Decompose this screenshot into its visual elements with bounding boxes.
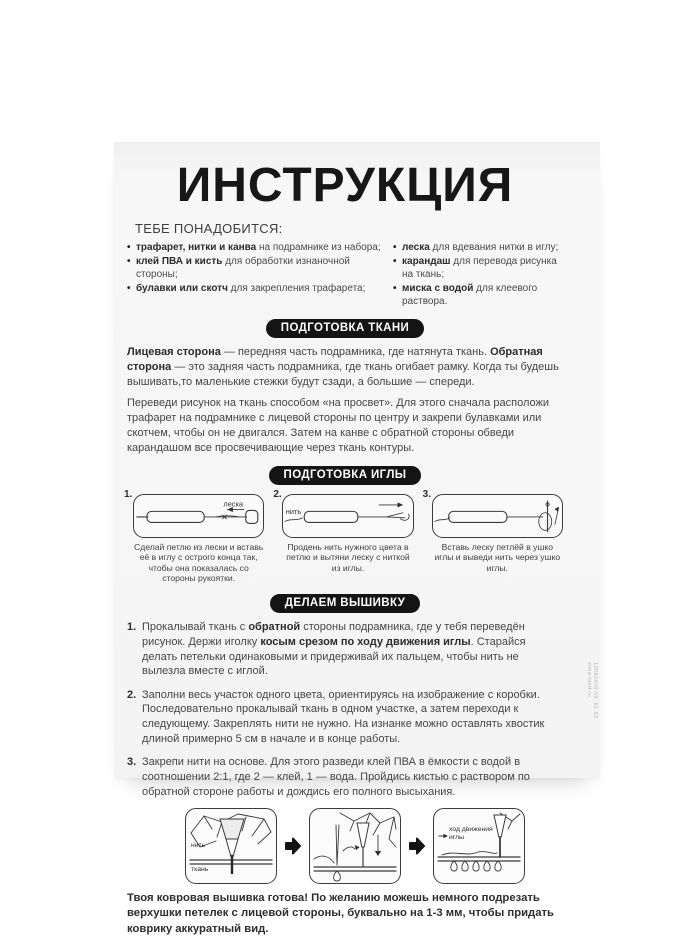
side-note <box>586 662 598 729</box>
svg-text:леска: леска <box>223 498 244 508</box>
needle-diagram-1 <box>133 494 264 538</box>
figure-number: 3. <box>422 488 431 500</box>
needle-direction-label: ход движения иглы <box>449 826 493 841</box>
sheet-content <box>114 142 600 937</box>
needs-list-left <box>127 241 393 309</box>
step-text: Заполни весь участок одного цвета, ориентируясь на изображение с коробки. Последовательно прокалывай ткань в одном участке, а затем переходи к следующему. Закреплять нити не нужно. На изнанке можно оставлять хвостик длиной примерно 5 см в начале и в конце работы. <box>142 688 545 745</box>
needle-figures-row <box>124 488 563 584</box>
panel-pull-and-move <box>309 808 401 884</box>
punch-needle-with-line-icon <box>134 495 263 537</box>
closing-paragraph: Твоя ковровая вышивка готова! По желанию можешь немного подрезать верхушки петелек с лицевой стороны, буквально на 1-3 мм, чтобы придать коврику аккуратный вид. <box>127 892 554 935</box>
list-item: • булавки или скотч для закрепления трафарета; <box>127 282 393 296</box>
needle-diagram-2 <box>282 494 413 538</box>
arrow-right-icon <box>409 836 425 856</box>
section-badge-embroidery: ДЕЛАЕМ ВЫШИВКУ <box>270 594 420 613</box>
step-number: 3. <box>127 756 137 769</box>
needs-heading: ТЕБЕ ПОНАДОБИТСЯ: <box>135 221 283 236</box>
step-2 <box>127 688 563 747</box>
loops-row-icon <box>434 809 524 883</box>
panel-punch-through-fabric <box>185 808 277 884</box>
loop-through-eye-icon <box>433 495 562 537</box>
arrow-right-icon <box>285 836 301 856</box>
page-title: ИНСТРУКЦИЯ <box>176 159 514 212</box>
thread-label: нить <box>191 842 206 850</box>
step-number: 2. <box>127 688 137 701</box>
step-1 <box>127 620 563 679</box>
fabric-paragraph-2: Переведи рисунок на ткань способом «на просвет». Для этого сначала расположи трафарет на подрамнике с лицевой стороны по центру и закрепи булавками или скотчем, чтобы он не двигался. Затем на канве с обратной стороны обведи карандашом все просвечивающие через ткань контуры. <box>127 397 549 454</box>
list-item: • клей ПВА и кисть для обработки изнаночной стороны; <box>127 255 393 282</box>
fabric-label: ткань <box>191 866 209 874</box>
panel-loops-result <box>433 808 525 884</box>
step-text: Прокалывай ткань с обратной стороны подрамника, где у тебя переведён рисунок. Держи иголку косым срезом по ходу движения иглы. Старайся делать петельки одинаковыми и придерживай их пальцем, чтобы нить не вылезла вместе с иглой. <box>142 620 526 678</box>
figure-caption: Сделай петлю из лески и вставь её в иглу с острого конца так, чтобы она показалась со стороны рукоятки. <box>134 541 264 584</box>
site-text: sima-land.ru <box>586 662 592 698</box>
embroidery-steps <box>127 620 563 800</box>
fabric-paragraph-1: Лицевая сторона — передняя часть подрамника, где натянута ткань. Обратная сторона — это задняя часть подрамника, где ткань огибает рамку. Когда ты будешь вышивать,то маленькие стежки будут сзади, а большие — спереди. <box>127 345 559 388</box>
list-item: • карандаш для перевода рисунка на ткань; <box>393 255 563 282</box>
needle-step-icon <box>310 809 400 883</box>
figure-number: 2. <box>273 488 282 500</box>
svg-text:нить: нить <box>286 506 302 516</box>
figure-caption: Вставь леску петлёй в ушко иглы и выведи нить через ушко иглы. <box>434 541 561 573</box>
step-3 <box>127 755 563 799</box>
needle-figure-1 <box>124 488 264 584</box>
technique-panels-row <box>185 808 563 884</box>
section-badge-needle-prep: ПОДГОТОВКА ИГЛЫ <box>269 466 422 485</box>
step-text: Закрепи нити на основе. Для этого разведи клей ПВА в ёмкости с водой в соотношении 2:1, где 2 — клей, 1 — вода. Пройдись кистью с раствором по обратной стороне работы и дождись его полного высыхания. <box>142 756 530 798</box>
needs-list-right <box>393 241 563 309</box>
figure-number: 1. <box>124 488 133 500</box>
list-item: • миска с водой для клеевого раствора. <box>393 282 563 309</box>
step-number: 1. <box>127 620 137 633</box>
needle-diagram-3 <box>432 494 563 538</box>
sku-text: 10082409-59, 61-62 <box>592 662 598 719</box>
list-item: • леска для вдевания нитки в иглу; <box>393 241 563 255</box>
needs-list <box>127 241 563 309</box>
needle-figure-2 <box>273 488 413 584</box>
list-item: • трафарет, нитки и канва на подрамнике из набора; <box>127 241 393 255</box>
figure-caption: Продень нить нужного цвета в петлю и вытяни леску с ниткой из иглы. <box>286 541 410 573</box>
needle-figure-3 <box>422 488 563 584</box>
section-badge-fabric-prep: ПОДГОТОВКА ТКАНИ <box>266 319 424 338</box>
thread-into-loop-icon <box>283 495 412 537</box>
instruction-sheet <box>114 142 600 935</box>
